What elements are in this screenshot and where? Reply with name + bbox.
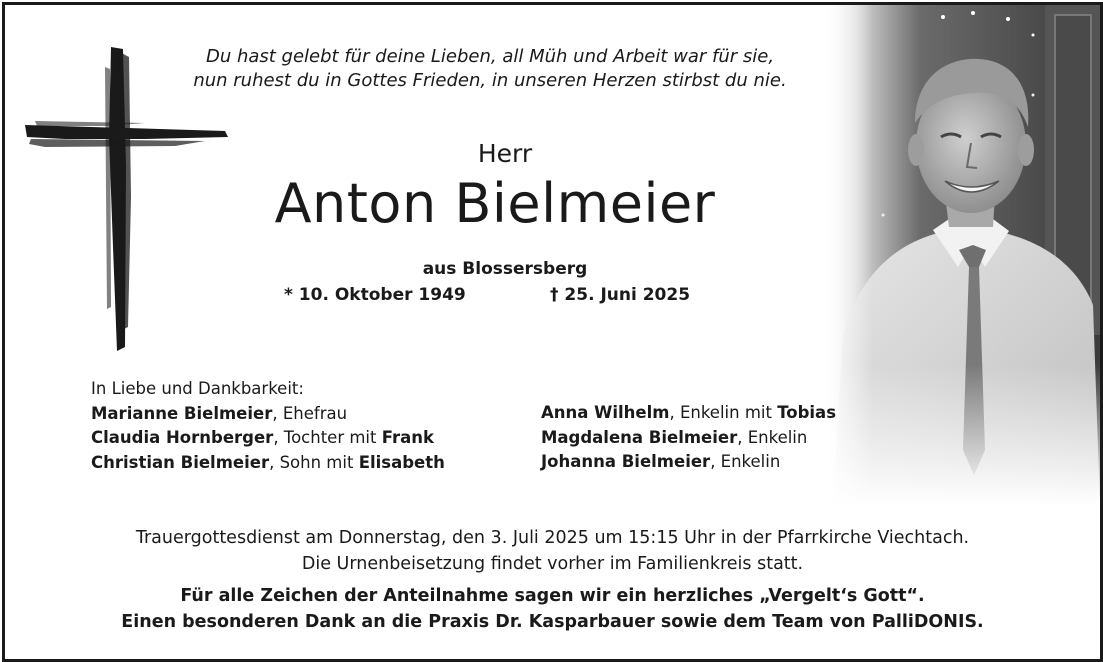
mourner-relation: , Enkelin (737, 427, 808, 447)
thanks-note (45, 583, 1060, 635)
mourner-row (91, 402, 445, 427)
mourner-partner: Elisabeth (358, 452, 445, 472)
service-info (45, 525, 1060, 577)
portrait-photo (823, 5, 1100, 505)
mourner-relation: , Tochter mit (273, 428, 382, 447)
mourner-name: Anna Wilhelm (541, 403, 670, 422)
mourner-name: Christian Bielmeier (91, 452, 270, 472)
mourner-row (541, 426, 836, 451)
verse (165, 45, 815, 93)
mourner-partner: Tobias (777, 403, 837, 422)
thanks-line-1: Für alle Zeichen der Anteilnahme sagen wir ein herzliches „Vergelt‘s Gott“. (180, 586, 925, 606)
verse-line-2: nun ruhest du in Gottes Frieden, in unseren Herzen stirbst du nie. (193, 70, 787, 91)
mourners-right (541, 401, 836, 475)
service-line-1: Trauergottesdienst am Donnerstag, den 3. Juli 2025 um 15:15 Uhr in der Pfarrkirche Viechtach. (135, 528, 970, 548)
mourner-row (91, 426, 445, 451)
mourner-name: Magdalena Bielmeier (541, 427, 738, 447)
death-date: † 25. Juni 2025 (550, 285, 691, 305)
salutation: Herr (477, 139, 533, 168)
mourner-relation: , Ehefrau (272, 403, 348, 423)
mourner-relation: , Enkelin mit (669, 403, 778, 422)
thanks-line-2: Einen besonderen Dank an die Praxis Dr. Kasparbauer sowie dem Team von PalliDONIS. (121, 612, 984, 632)
obituary-notice (2, 2, 1103, 662)
mourners-intro: In Liebe und Dankbarkeit: (91, 379, 304, 398)
mourner-row (541, 450, 836, 475)
deceased-name: Anton Bielmeier (274, 172, 716, 235)
mourner-name: Marianne Bielmeier (91, 403, 273, 423)
mourner-row (91, 451, 445, 476)
deceased-origin: aus Blossersberg (422, 259, 588, 279)
mourners-left (91, 377, 445, 475)
mourner-partner: Frank (381, 428, 434, 447)
service-line-2: Die Urnenbeisetzung findet vorher im Familienkreis statt. (301, 554, 804, 574)
birth-date: * 10. Oktober 1949 (284, 285, 466, 305)
mourner-row (541, 401, 836, 426)
mourner-name: Johanna Bielmeier (541, 452, 711, 471)
verse-line-1: Du hast gelebt für deine Lieben, all Müh und Arbeit war für sie, (205, 46, 775, 67)
mourner-relation: , Enkelin (710, 452, 781, 471)
mourner-relation: , Sohn mit (269, 452, 359, 472)
mourner-name: Claudia Hornberger (91, 428, 274, 447)
